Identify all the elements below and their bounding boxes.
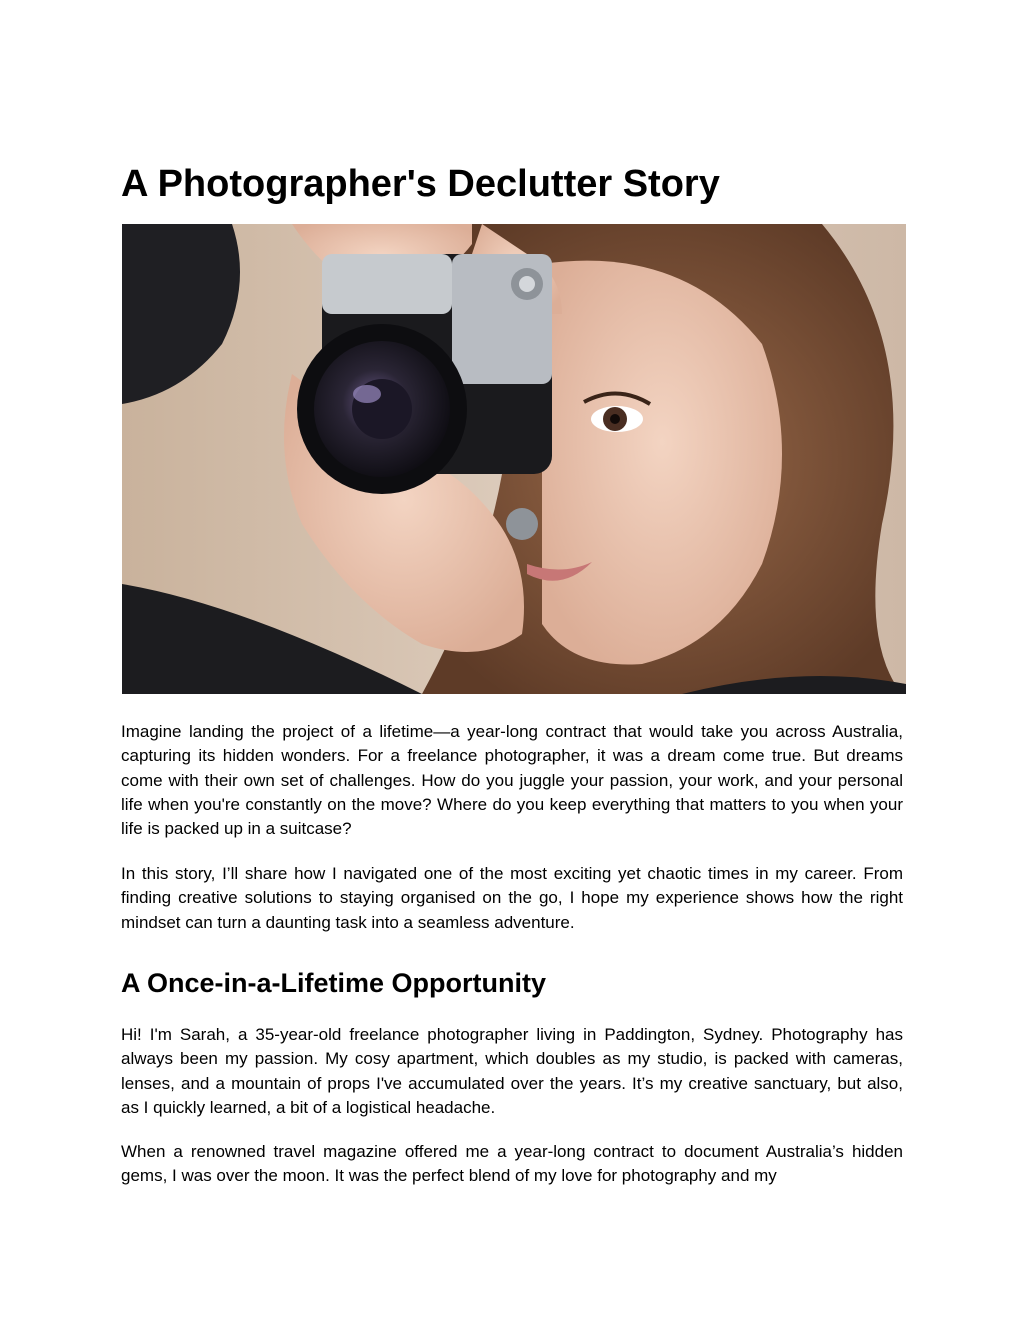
intro-paragraph: Imagine landing the project of a lifetime—a year-long contract that would take you across Australia, capturing its hidden wonders. For a freelance photographer, it was a dream come true. But dreams come with their own set of challenges. How do you juggle your passion, your work, and your personal life when you're constantly on the move? Where do you keep everything that matters to you when your life is packed up in a suitcase?	[121, 722, 903, 839]
hero-image	[122, 224, 906, 694]
page-title: A Photographer's Declutter Story	[121, 163, 720, 205]
section-heading: A Once-in-a-Lifetime Opportunity	[121, 968, 546, 998]
intro-paragraph: In this story, I’ll share how I navigated one of the most exciting yet chaotic times in my career. From finding creative solutions to staying organised on the go, I hope my experience shows how the right mindset can turn a daunting task into a seamless adventure.	[121, 864, 903, 932]
photo-woman-holding-camera-icon	[122, 224, 906, 694]
body-paragraph: When a renowned travel magazine offered me a year-long contract to document Australia’s hidden gems, I was over the moon. It was the perfect blend of my love for photography and my	[121, 1142, 903, 1186]
body-paragraph: Hi! I'm Sarah, a 35-year-old freelance photographer living in Paddington, Sydney. Photography has always been my passion. My cosy apartment, which doubles as my studio, is packed with cameras, lenses, and a mountain of props I've accumulated over the years. It’s my creative sanctuary, but also, as I quickly learned, a bit of a logistical headache.	[121, 1025, 903, 1117]
